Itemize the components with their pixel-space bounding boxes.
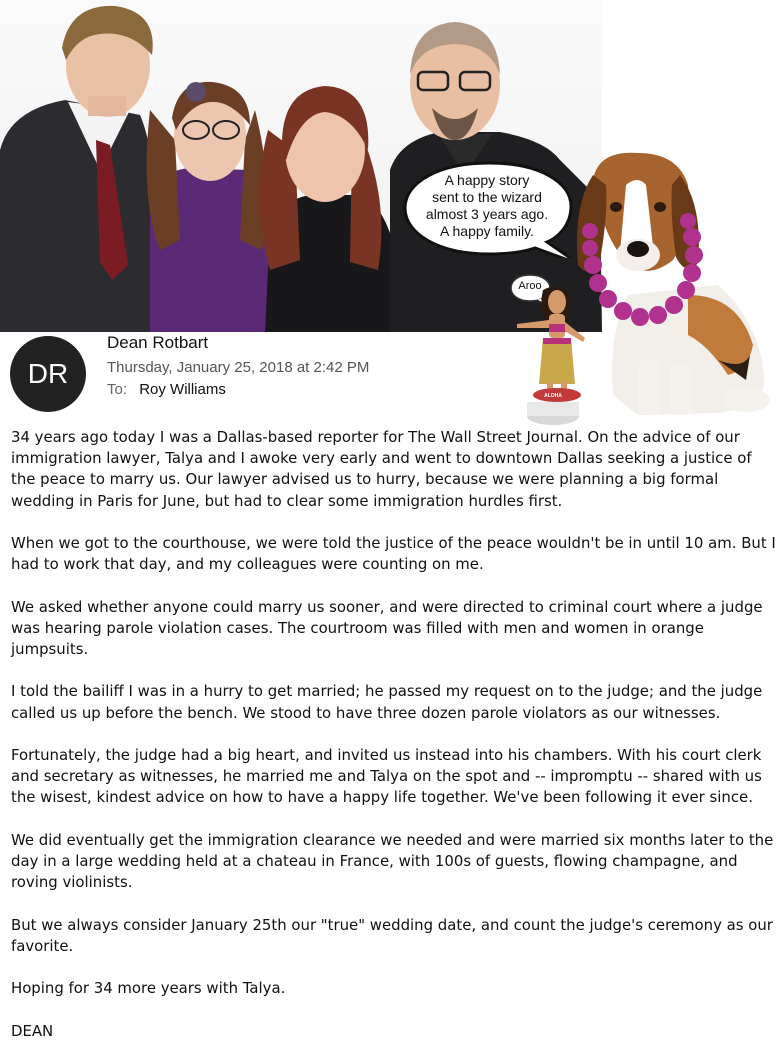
speech-line: A happy story [444,172,530,188]
person-young-man [0,6,165,332]
speech-line: almost 3 years ago. [425,206,549,222]
email-body [11,427,776,1063]
avatar [10,336,86,412]
beagle-dog-image [568,145,774,430]
email-date: Thursday, January 25, 2018 at 2:42 PM [107,359,370,376]
body-paragraph: Fortunately, the judge had a big heart, and invited us instead into his chambers. With his court clerk and secretary as witnesses, he married me and Talya on the spot and -- impromptu -- shared with us the wisest, kindest advice on how to have a happy life together. We've been following it ever since. [11,745,762,807]
body-paragraph: I told the bailiff I was in a hurry to get married; he passed my request on to the judge; and the judge called us up before the bench. We stood to have three dozen parole violators as our witnesses. [11,682,763,722]
beagle-illustration [568,145,774,430]
hula-figurine-illustration [513,282,593,430]
body-paragraph: Hoping for 34 more years with Talya. [11,979,286,998]
aroo-text: Aroo [518,280,542,292]
avatar-initials: DR [27,358,69,389]
recipient-name: Roy Williams [139,381,226,398]
person-woman [259,86,405,332]
body-paragraph: 34 years ago today I was a Dallas-based reporter for The Wall Street Journal. On the advice of our immigration lawyer, Talya and I awoke very early and went to downtown Dallas seeking a justice of the peace to marry us. Our lawyer advised us to hurry, because we were planning a big formal wedding in Paris for June, but had to clear some immigration hurdles first. [11,428,752,510]
body-paragraph: But we always consider January 25th our "true" wedding date, and count the judge's ceremony as our favorite. [11,915,773,955]
recipient-row [107,381,226,398]
speech-line: A happy family. [440,223,534,239]
body-paragraph: We asked whether anyone could marry us sooner, and were directed to criminal court where a judge was hearing parole violation cases. The courtroom was filled with men and women in orange jumpsuits. [11,597,763,658]
speech-bubble-text [413,172,561,240]
body-paragraph: When we got to the courthouse, we were told the justice of the peace wouldn't be in until 10 am. But I had to work that day, and my colleagues were counting on me. [11,534,776,574]
body-paragraph: We did eventually get the immigration clearance we needed and were married six months later to the day in a large wedding held at a chateau in France, with 100s of guests, flowing champagne, and roving violinists. [11,830,774,892]
speech-line: sent to the wizard [432,189,542,205]
signature: DEAN [11,1021,54,1040]
speech-bubble [399,160,579,258]
figurine-base-label: ALOHA [544,393,562,399]
to-label: To: [107,381,128,398]
hula-figurine-image [513,282,593,430]
sender-name: Dean Rotbart [107,333,209,352]
